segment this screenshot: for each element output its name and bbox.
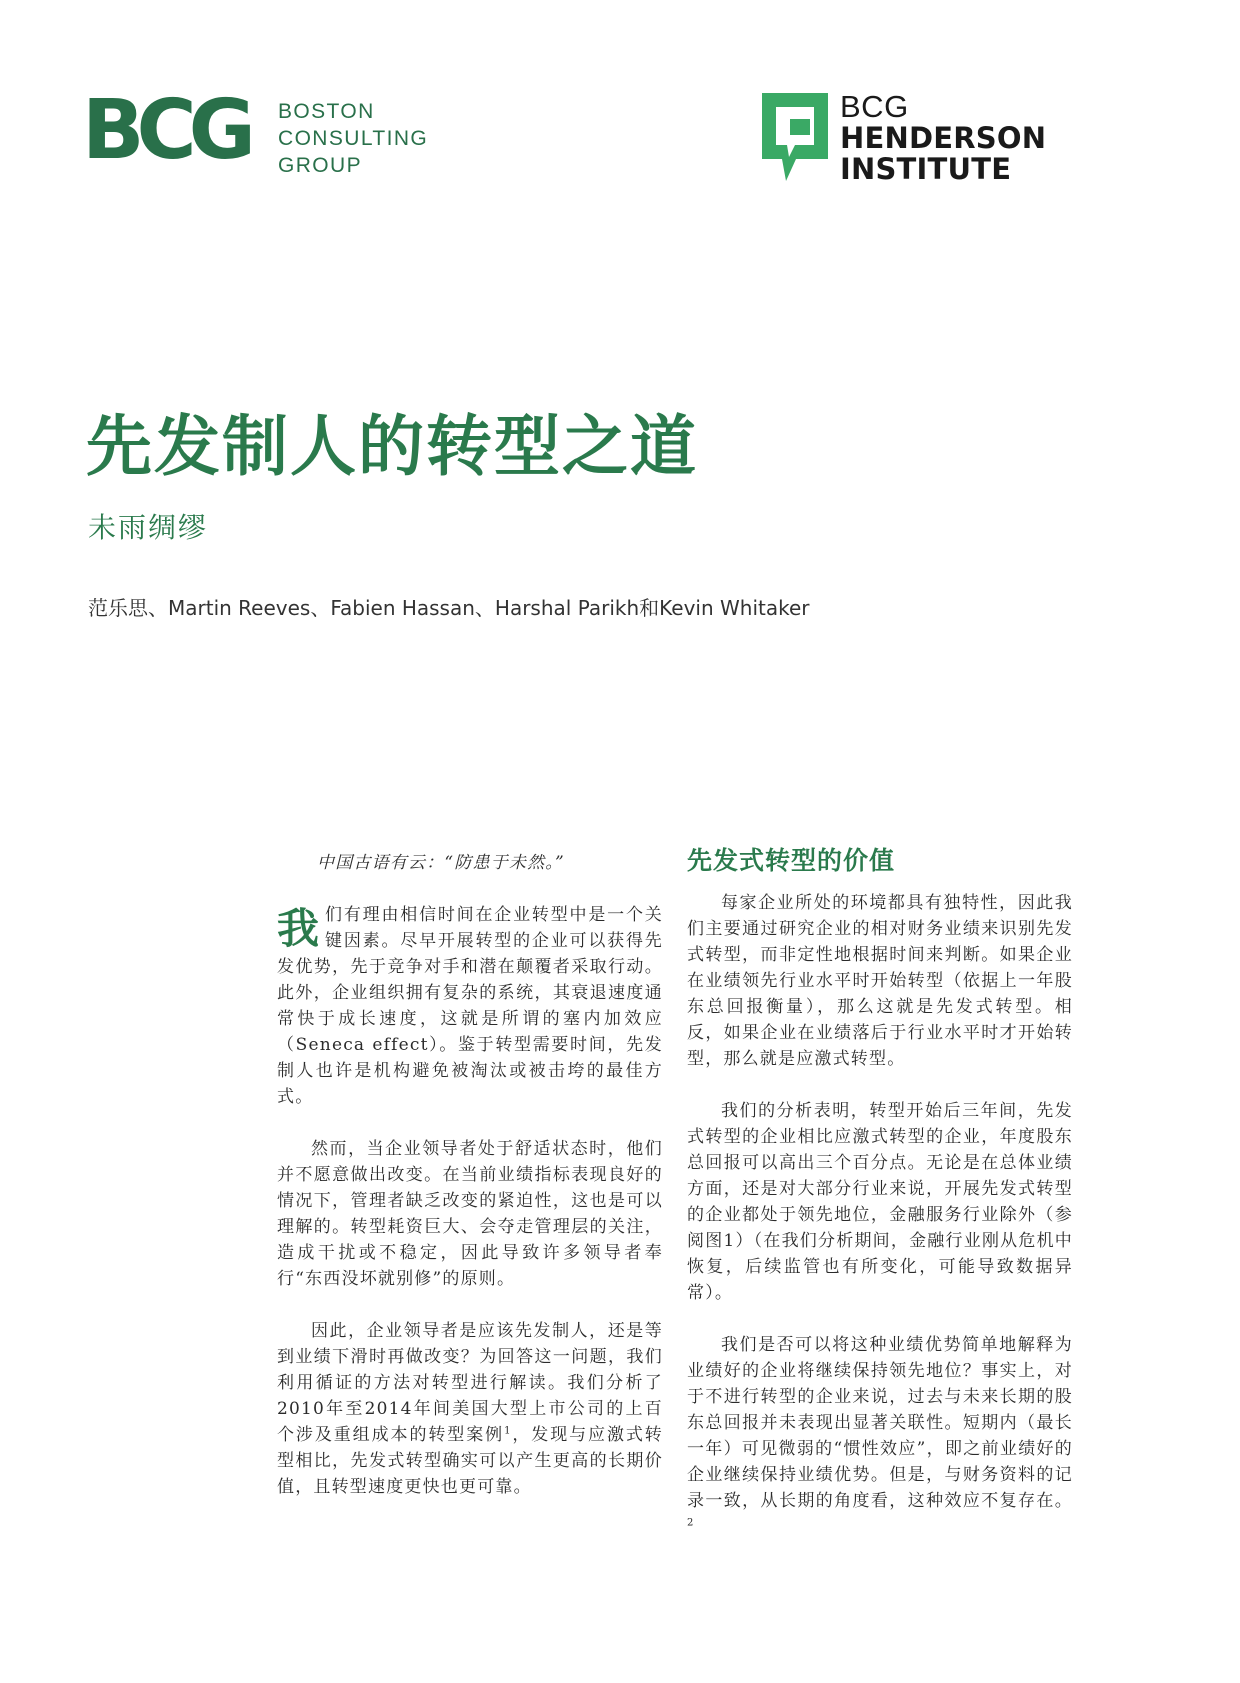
section-heading: 先发式转型的价值 (687, 846, 896, 875)
bcg-logo (82, 83, 442, 178)
bcg-logo-wordmark (278, 98, 428, 179)
henderson-logo-institute: INSTITUTE (840, 152, 1012, 186)
footnote-ref-2[interactable]: 2 (687, 1517, 695, 1529)
bcg-logo-letters: BCG (82, 83, 248, 178)
page-title: 先发制人的转型之道 (86, 407, 698, 485)
paragraph-analysis: 我们的分析表明，转型开始后三年间，先发式转型的企业相比应激式转型的企业，年度股东总回报可以高出三个百分点。无论是在总体业绩方面，还是对大部分行业来说，开展先发式转型的企业都处于领先地位，金融服务行业除外（参阅图1）（在我们分析期间，金融行业刚从危机中恢复，后续监管也有所变化，可能导致数据异常）。 (687, 1101, 1073, 1303)
henderson-mark-icon (762, 93, 828, 183)
paragraph-question-end: ，发现与应激式转型相比，先发式转型确实可以产生更高的长期价值，且转型速度更快也更可靠。 (277, 1425, 663, 1497)
bcg-name-line-3: GROUP (278, 154, 363, 177)
paragraph-comfort: 然而，当企业领导者处于舒适状态时，他们并不愿意做出改变。在当前业绩指标表现良好的情况下，管理者缺乏改变的紧迫性，这也是可以理解的。转型耗资巨大、会夺走管理层的关注，造成干扰或不稳定，因此导致许多领导者奉行“东西没坏就别修”的原则。 (277, 1139, 663, 1289)
paragraph-intro (277, 902, 663, 1110)
right-column (687, 846, 1073, 1540)
paragraph-intro-text: 们有理由相信时间在企业转型中是一个关键因素。尽早开展转型的企业可以获得先发优势，先于竞争对手和潜在颠覆者采取行动。此外，企业组织拥有复杂的系统，其衰退速度通常快于成长速度，这就是所谓的塞内加效应（Seneca effect）。鉴于转型需要时间，先发制人也许是机构避免被淘汰或被击垮的最佳方式。 (277, 905, 663, 1107)
bcg-name-line-1: BOSTON (278, 100, 375, 123)
paragraph-question (277, 1318, 663, 1500)
paragraph-identification: 每家企业所处的环境都具有独特性，因此我们主要通过研究企业的相对财务业绩来识别先发式转型，而非定性地根据时间来判断。如果企业在业绩领先行业水平时开始转型（依据上一年股东总回报衡量），那么这就是先发式转型。相反，如果企业在业绩落后于行业水平时才开始转型，那么就是应激式转型。 (687, 893, 1073, 1069)
paragraph-inertia (687, 1332, 1073, 1540)
page-subtitle: 未雨绸缪 (88, 511, 209, 544)
henderson-logo-henderson: HENDERSON (840, 121, 1047, 155)
left-column (277, 850, 663, 1500)
authors-line: 范乐思、Martin Reeves、Fabien Hassan、Harshal Parikh和Kevin Whitaker (88, 596, 810, 620)
drop-cap: 我 (277, 904, 320, 953)
paragraph-inertia-text: 我们是否可以将这种业绩优势简单地解释为业绩好的企业将继续保持领先地位？事实上，对于不进行转型的企业来说，过去与未来长期的股东总回报并未表现出显著关联性。短期内（最长一年）可见微弱的“惯性效应”，即之前业绩好的企业继续保持业绩优势。但是，与财务资料的记录一致，从长期的角度看，这种效应不复存在。 (687, 1335, 1073, 1511)
henderson-institute-logo (762, 89, 1082, 186)
footnote-ref-1[interactable]: 1 (504, 1425, 512, 1437)
henderson-logo-bcg: BCG (840, 89, 909, 124)
paragraph-question-text: 因此，企业领导者是应该先发制人，还是等到业绩下滑时再做改变？为回答这一问题，我们利用循证的方法对转型进行解读。我们分析了2010年至2014年间美国大型上市公司的上百个涉及重组成本的转型案例 (277, 1321, 663, 1445)
bcg-name-line-2: CONSULTING (278, 127, 429, 150)
opening-quote: 中国古语有云：“防患于未然。” (317, 853, 565, 873)
